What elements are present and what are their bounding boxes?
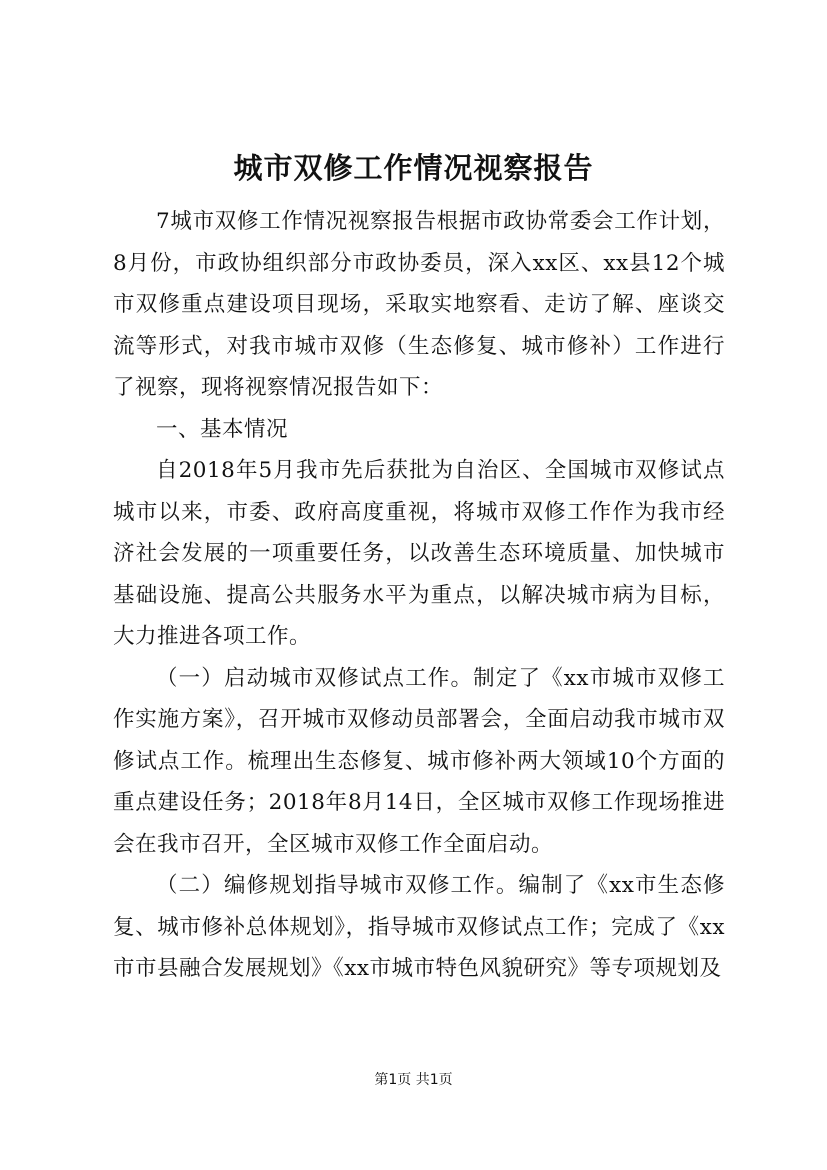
paragraph-basic-situation: 自2018年5月我市先后获批为自治区、全国城市双修试点城市以来，市委、政府高度重视，将城市双修工作作为我市经济社会发展的一项重要任务，以改善生态环境质量、加快城市基础设施、提高公共服务水平为重点，以解决城市病为目标，大力推进各项工作。 — [113, 458, 725, 649]
section-heading-basic-situation: 一、基本情况 — [156, 416, 289, 442]
document-body — [113, 201, 725, 990]
paragraph-item-1: （一）启动城市双修试点工作。制定了《xx市城市双修工作实施方案》，召开城市双修动员部署会，全面启动我市城市双修试点工作。梳理出生态修复、城市修补两大领域10个方面的重点建设任务；2018年8月14日，全区城市双修工作现场推进会在我市召开，全区城市双修工作全面启动。 — [113, 665, 725, 857]
document-title: 城市双修工作情况视察报告 — [233, 151, 594, 185]
page-footer: 第1页 共1页 — [374, 1072, 453, 1088]
paragraph-intro: 7城市双修工作情况视察报告根据市政协常委会工作计划，8月份，市政协组织部分市政协委员，深入xx区、xx县12个城市双修重点建设项目现场，采取实地察看、走访了解、座谈交流等形式，对我市城市双修（生态修复、城市修补）工作进行了视察，现将视察情况报告如下： — [113, 209, 725, 400]
paragraph-item-2: （二）编修规划指导城市双修工作。编制了《xx市生态修复、城市修补总体规划》，指导城市双修试点工作；完成了《xx市市县融合发展规划》《xx市城市特色风貌研究》等专项规划及 — [113, 873, 725, 981]
